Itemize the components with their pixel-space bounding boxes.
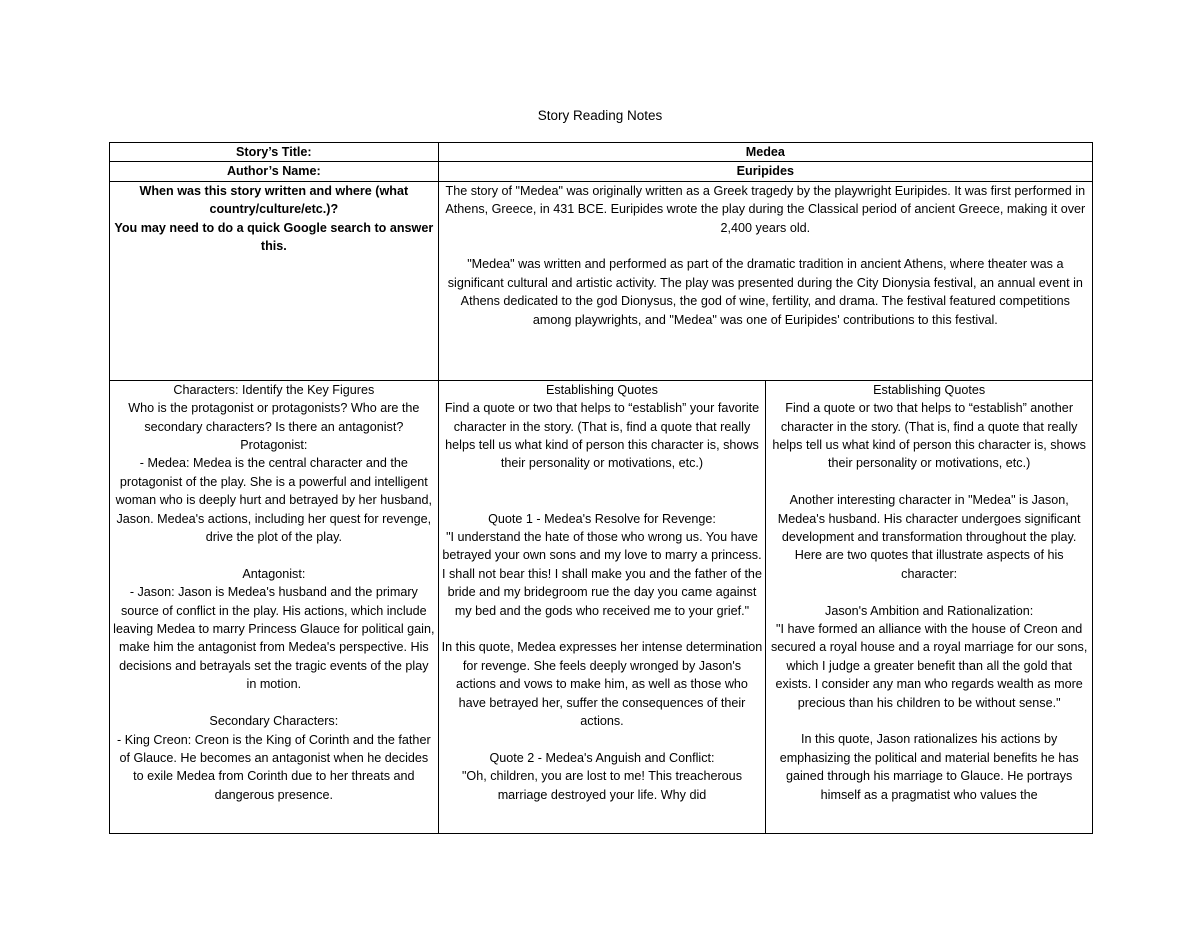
protagonist-label: Protagonist:	[240, 438, 308, 453]
when-written-hint: You may need to do a quick Google search to answer this.	[114, 220, 434, 254]
quotes-favorite-clip	[442, 381, 763, 833]
characters-heading: Characters: Identify the Key Figures	[173, 382, 375, 397]
medea-quote-2-title: Quote 2 - Medea's Anguish and Conflict:	[489, 750, 715, 765]
story-title-value: Medea	[438, 143, 1092, 162]
jason-quote-1-note: In this quote, Jason rationalizes his actions by emphasizing the political and material benefits he has gained through his marriage to Glauce. He portrays himself as a pragmatist who values the	[779, 732, 1079, 802]
jason-intro: Another interesting character in "Medea" is Jason, Medea's husband. His character undergoes significant development and transformation throughout the play. Here are two quotes that illustrate aspects of his character:	[777, 493, 1081, 581]
author-name-label: Author’s Name:	[110, 162, 439, 181]
author-name-value: Euripides	[438, 162, 1092, 181]
quotes-other-prompt: Find a quote or two that helps to “establish” another character in the story. (That is, find a quote that really helps tell us what kind of person this character is, shows their personality or motivations, etc.)	[772, 401, 1086, 471]
quotes-favorite-cell	[438, 380, 766, 833]
quotes-other-clip	[769, 381, 1089, 833]
secondary-label: Secondary Characters:	[209, 714, 339, 729]
reading-notes-table	[109, 142, 1093, 834]
secondary-text: - King Creon: Creon is the King of Corinth and the father of Glauce. He becomes an antagonist when he decides to exile Medea from Corinth due to her threats and dangerous presence.	[117, 732, 431, 802]
when-written-answer-cell	[438, 181, 1092, 380]
quotes-other-heading: Establishing Quotes	[873, 382, 986, 397]
characters-prompt: Who is the protagonist or protagonists? Who are the secondary characters? Is there an antagonist?	[128, 401, 420, 434]
medea-quote-1-note: In this quote, Medea expresses her intense determination for revenge. She feels deeply wronged by Jason's actions and vows to make him, as well as those who have betrayed her, suffer the consequences of their actions.	[441, 640, 763, 729]
protagonist-text: - Medea: Medea is the central character and the protagonist of the play. She is a powerful and intelligent woman who is deeply hurt and betrayed by her husband, Jason. Medea's actions, including her quest for revenge, drive the plot of the play.	[115, 456, 433, 545]
when-written-answer-1: The story of "Medea" was originally written as a Greek tragedy by the playwright Euripides. It was first performed in Athens, Greece, in 431 BCE. Euripides wrote the play during the Classical period of ancient Greece, making it over 2,400 years old.	[445, 183, 1086, 235]
quotes-favorite-prompt: Find a quote or two that helps to “establish” your favorite character in the story. (That is, find a quote that really helps tell us what kind of person this character is, shows their personality or motivations, etc.)	[444, 401, 760, 471]
medea-quote-1-title: Quote 1 - Medea's Resolve for Revenge:	[488, 511, 716, 526]
when-written-prompt-clip	[113, 182, 435, 380]
when-written-prompt: When was this story written and where (what country/culture/etc.)?	[139, 183, 409, 217]
antagonist-label: Antagonist:	[242, 566, 306, 581]
characters-cell	[110, 380, 439, 833]
story-title-row	[110, 143, 1093, 162]
characters-clip	[113, 381, 435, 833]
medea-quote-2-text: "Oh, children, you are lost to me! This treacherous marriage destroyed your life. Why did	[461, 769, 742, 802]
quotes-other-cell	[766, 380, 1093, 833]
author-name-row	[110, 162, 1093, 181]
document-title: Story Reading Notes	[537, 108, 663, 123]
when-written-answer-2: "Medea" was written and performed as part of the dramatic tradition in ancient Athens, where theater was a significant cultural and artistic activity. The play was presented during the City Dionysia festival, an annual event in Athens dedicated to the god Dionysus, the god of wine, fertility, and drama. The festival featured competitions among playwrights, and "Medea" was one of Euripides' contributions to this festival.	[447, 257, 1083, 327]
antagonist-text: - Jason: Jason is Medea's husband and the primary source of conflict in the play. His actions, which include leaving Medea to marry Princess Glauce for political gain, make him the antagonist from Medea's perspective. His decisions and betrayals set the tragic events of the play in motion.	[113, 585, 435, 692]
when-written-row	[110, 181, 1093, 380]
characters-quotes-row	[110, 380, 1093, 833]
medea-quote-1-text: "I understand the hate of those who wrong us. You have betrayed your own sons and my love to marry a princess. I shall not bear this! I shall make you and the father of the bride and my bridegroom rue the day you came against my bed and the gods who received me to your grief."	[442, 530, 762, 618]
jason-quote-1-title: Jason's Ambition and Rationalization:	[825, 603, 1034, 618]
jason-quote-1-text: "I have formed an alliance with the house of Creon and secured a royal house and a royal marriage for our sons, which I judge a greater benefit than all the gold that exists. I consider any man who regards wealth as more precious than his children to be without sense."	[770, 622, 1088, 710]
when-written-answer-clip	[442, 182, 1089, 380]
story-title-label: Story’s Title:	[110, 143, 439, 162]
quotes-favorite-heading: Establishing Quotes	[545, 382, 658, 397]
when-written-prompt-cell	[110, 181, 439, 380]
